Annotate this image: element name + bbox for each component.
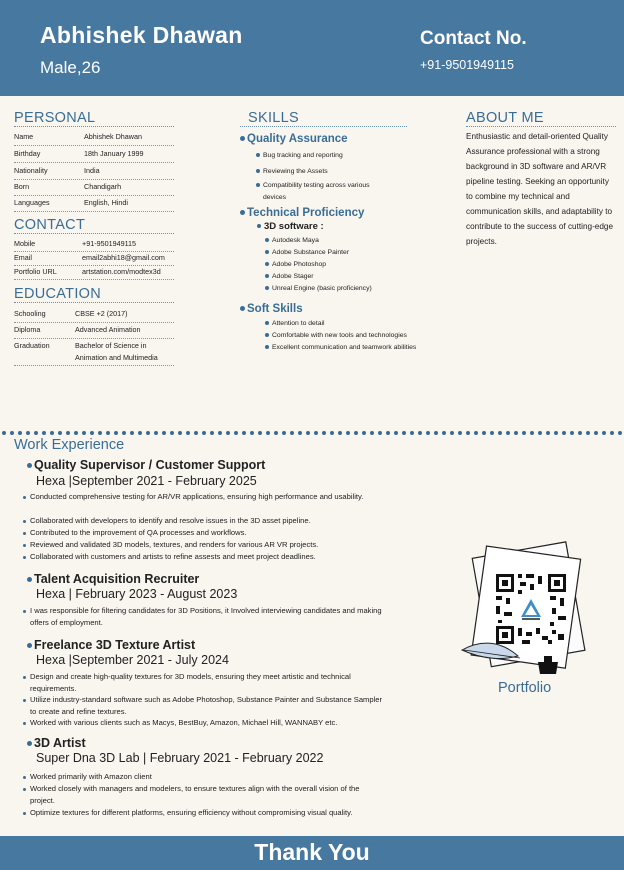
divider-dot — [522, 431, 526, 435]
contact-row-mobile — [14, 239, 174, 252]
contact-value: +91-9501949115 — [82, 239, 137, 248]
contact-title: CONTACT — [14, 217, 86, 233]
divider-dot — [378, 431, 382, 435]
divider-dot — [146, 431, 150, 435]
divider-dot — [498, 431, 502, 435]
header-banner — [0, 0, 624, 96]
divider-dot — [274, 431, 278, 435]
divider-dot — [114, 431, 118, 435]
divider-dot — [218, 431, 222, 435]
divider-dot — [266, 431, 270, 435]
skill-item-cont: devices — [263, 194, 287, 201]
divider-dot — [202, 431, 206, 435]
skill-item: Compatibility testing across various — [256, 180, 370, 191]
personal-row-born — [14, 182, 174, 196]
divider-dot — [450, 431, 454, 435]
job-meta: Hexa |September 2021 - July 2024 — [36, 653, 229, 667]
divider-dot — [458, 431, 462, 435]
contact-portfolio-link[interactable]: artstation.com/modtex3d — [82, 267, 161, 276]
personal-row-languages — [14, 198, 174, 212]
personal-label: Name — [14, 132, 34, 141]
divider-dot — [578, 431, 582, 435]
divider-dot — [322, 431, 326, 435]
job-title: 3D Artist — [27, 736, 86, 750]
divider-dot — [42, 431, 46, 435]
divider-dot — [426, 431, 430, 435]
contact-email[interactable]: email2abhi18@gmail.com — [82, 253, 165, 262]
divider-dot — [410, 431, 414, 435]
personal-value: English, Hindi — [84, 198, 128, 207]
bullet-icon — [256, 169, 260, 173]
divider-dot — [258, 431, 262, 435]
skill-group-tech — [240, 207, 364, 219]
bullet-icon — [240, 136, 245, 141]
education-label: Schooling — [14, 309, 46, 318]
skill-group-title: Quality Assurance — [247, 133, 348, 145]
divider-dot — [298, 431, 302, 435]
bullet-icon — [27, 643, 32, 648]
skill-item: Adobe Stager — [265, 271, 314, 282]
education-value: CBSE +2 (2017) — [75, 309, 128, 318]
bullet-icon — [265, 262, 269, 266]
job-bullet: Conducted comprehensive testing for AR/VR applications, ensuring high performance and usability. — [23, 491, 403, 503]
contact-label: Mobile — [14, 239, 36, 248]
job-bullet: Worked closely with managers and modelers, to ensure textures align with the overall vision of the project. — [23, 783, 383, 807]
job-bullet: Worked with various clients such as Macys, BestBuy, Amazon, Michael Hill, WANNABY etc. — [23, 717, 403, 729]
job-bullet: Design and create high-quality textures for 3D models, ensuring they meet artistic and technical requirements. — [23, 671, 383, 695]
skill-item: Autodesk Maya — [265, 235, 319, 246]
contact-row-email — [14, 253, 174, 266]
job-bullet: Reviewed and validated 3D models, textures, and renders for various AR VR projects. — [23, 539, 403, 551]
skill-item: Excellent communication and teamwork abilities — [265, 342, 416, 353]
divider-dot — [346, 431, 350, 435]
divider-dot — [290, 431, 294, 435]
job-bullet: Worked primarily with Amazon client — [23, 771, 403, 783]
divider-dot — [194, 431, 198, 435]
divider-dot — [362, 431, 366, 435]
divider-dot — [18, 431, 22, 435]
skill-item: Reviewing the Assets — [256, 166, 328, 177]
job-bullet: Utilize industry-standard software such as Adobe Photoshop, Substance Painter and Substance Sampler to create and refine textures. — [23, 694, 383, 718]
bullet-icon — [265, 238, 269, 242]
divider-dot — [10, 431, 14, 435]
personal-value: 18th January 1999 — [84, 149, 144, 158]
gender-age: Male,26 — [40, 58, 101, 77]
skill-item: Adobe Substance Painter — [265, 247, 349, 258]
personal-row-name — [14, 132, 174, 146]
divider-dot — [474, 431, 478, 435]
education-row-schooling — [14, 309, 174, 323]
divider-dot — [482, 431, 486, 435]
divider-dot — [90, 431, 94, 435]
skill-subgroup-3d: 3D software : — [257, 221, 324, 232]
divider-dot — [26, 431, 30, 435]
divider-dot — [466, 431, 470, 435]
footer-text: Thank You — [254, 839, 370, 865]
divider-dot — [314, 431, 318, 435]
divider-dot — [586, 431, 590, 435]
bullet-icon — [265, 333, 269, 337]
divider-dot — [34, 431, 38, 435]
divider-dot — [154, 431, 158, 435]
divider-dot — [306, 431, 310, 435]
divider-dot — [530, 431, 534, 435]
bullet-icon — [265, 321, 269, 325]
skill-item: Bug tracking and reporting — [256, 150, 343, 161]
divider-dot — [2, 431, 6, 435]
divider-dot — [58, 431, 62, 435]
contact-underline — [14, 233, 174, 234]
divider-dot — [234, 431, 238, 435]
education-underline — [14, 302, 174, 303]
divider-dot — [610, 431, 614, 435]
divider-dot — [178, 431, 182, 435]
contact-label: Portfolio URL — [14, 267, 57, 276]
bullet-icon — [265, 286, 269, 290]
bullet-icon — [257, 224, 261, 228]
bullet-icon — [27, 463, 32, 468]
bullet-icon — [27, 741, 32, 746]
divider-dot — [594, 431, 598, 435]
skill-item: Unreal Engine (basic proficiency) — [265, 283, 372, 294]
qr-code-icon — [460, 540, 590, 680]
education-label: Graduation — [14, 341, 50, 350]
personal-title: PERSONAL — [14, 110, 96, 126]
divider-dot — [354, 431, 358, 435]
divider-dot — [506, 431, 510, 435]
bullet-icon — [256, 183, 260, 187]
contact-label: Email — [14, 253, 32, 262]
footer-banner — [0, 836, 624, 870]
about-underline — [466, 126, 616, 127]
portfolio-label[interactable]: Portfolio — [498, 680, 552, 696]
portfolio-qr-graphic[interactable] — [460, 540, 590, 680]
divider-dot — [514, 431, 518, 435]
divider-dot — [618, 431, 622, 435]
personal-row-nationality — [14, 166, 174, 180]
divider-dot — [562, 431, 566, 435]
contact-number-title: Contact No. — [420, 28, 527, 49]
divider-dot — [250, 431, 254, 435]
education-value: Animation and Multimedia — [75, 353, 158, 362]
divider-dot — [226, 431, 230, 435]
divider-dot — [130, 431, 134, 435]
education-value: Bachelor of Science in — [75, 341, 147, 350]
divider-dot — [106, 431, 110, 435]
divider-dot — [434, 431, 438, 435]
job-bullet: I was responsible for filtering candidates for 3D Positions, it Involved interviewing candidates and making offers of employment. — [23, 605, 383, 629]
divider-dot — [338, 431, 342, 435]
divider-dot — [602, 431, 606, 435]
bullet-icon — [265, 274, 269, 278]
bullet-icon — [265, 345, 269, 349]
job-title: Freelance 3D Texture Artist — [27, 638, 195, 652]
job-meta: Hexa |September 2021 - February 2025 — [36, 474, 257, 488]
bullet-icon — [256, 153, 260, 157]
divider-dot — [98, 431, 102, 435]
personal-value: India — [84, 166, 100, 175]
divider-dot — [490, 431, 494, 435]
section-divider — [0, 431, 624, 435]
skill-group-title: Soft Skills — [247, 303, 303, 315]
work-experience-title: Work Experience — [14, 437, 125, 453]
education-title: EDUCATION — [14, 286, 102, 302]
skill-group-soft — [240, 303, 303, 315]
divider-dot — [66, 431, 70, 435]
skill-item: Adobe Photoshop — [265, 259, 326, 270]
personal-row-birthday — [14, 149, 174, 163]
job-bullet: Collaborated with developers to identify and resolve issues in the 3D asset pipeline. — [23, 515, 403, 527]
divider-dot — [394, 431, 398, 435]
skill-item: Comfortable with new tools and technologies — [265, 330, 407, 341]
skills-title: SKILLS — [248, 110, 299, 126]
job-bullet: Contributed to the improvement of QA processes and workflows. — [23, 527, 403, 539]
divider-dot — [82, 431, 86, 435]
divider-dot — [554, 431, 558, 435]
skill-group-qa — [240, 133, 348, 145]
job-meta: Hexa | February 2023 - August 2023 — [36, 587, 238, 601]
about-title: ABOUT ME — [466, 110, 544, 126]
divider-dot — [538, 431, 542, 435]
bullet-icon — [240, 210, 245, 215]
divider-dot — [570, 431, 574, 435]
personal-underline — [14, 126, 174, 127]
about-text: Enthusiastic and detail-oriented Quality Assurance professional with a strong background in 3D software and AR/VR pipeline testing. Seeking an opportunity to combine my technical and communication skills, and adaptability to contribute to the success of cutting-edge projects. — [466, 132, 614, 246]
candidate-name: Abhishek Dhawan — [40, 22, 243, 48]
bullet-icon — [27, 577, 32, 582]
personal-label: Birthday — [14, 149, 41, 158]
personal-label: Born — [14, 182, 30, 191]
divider-dot — [210, 431, 214, 435]
divider-dot — [282, 431, 286, 435]
job-title: Talent Acquisition Recruiter — [27, 572, 199, 586]
divider-dot — [386, 431, 390, 435]
skill-item: Attention to detail — [265, 318, 325, 329]
divider-dot — [418, 431, 422, 435]
personal-value: Abhishek Dhawan — [84, 132, 142, 141]
divider-dot — [170, 431, 174, 435]
education-label: Diploma — [14, 325, 41, 334]
divider-dot — [162, 431, 166, 435]
divider-dot — [74, 431, 78, 435]
divider-dot — [138, 431, 142, 435]
personal-label: Languages — [14, 198, 50, 207]
job-meta: Super Dna 3D Lab | February 2021 - February 2022 — [36, 751, 324, 765]
skills-underline — [240, 126, 407, 127]
contact-row-portfolio — [14, 267, 174, 280]
divider-dot — [50, 431, 54, 435]
job-title: Quality Supervisor / Customer Support — [27, 458, 265, 472]
bullet-icon — [240, 306, 245, 311]
education-value: Advanced Animation — [75, 325, 141, 334]
personal-value: Chandigarh — [84, 182, 122, 191]
divider-dot — [546, 431, 550, 435]
bullet-icon — [265, 250, 269, 254]
header-phone: +91-9501949115 — [420, 58, 514, 72]
personal-label: Nationality — [14, 166, 48, 175]
education-row-graduation — [14, 341, 174, 366]
divider-dot — [370, 431, 374, 435]
divider-dot — [242, 431, 246, 435]
divider-dot — [186, 431, 190, 435]
job-bullet: Optimize textures for different platforms, ensuring efficiency without compromising visual quality. — [23, 807, 398, 819]
education-row-diploma — [14, 325, 174, 339]
job-bullet: Collaborated with customers and artists to refine assests and meet project deadlines. — [23, 551, 403, 563]
skill-group-title: Technical Proficiency — [247, 207, 365, 219]
divider-dot — [442, 431, 446, 435]
divider-dot — [330, 431, 334, 435]
divider-dot — [402, 431, 406, 435]
divider-dot — [122, 431, 126, 435]
